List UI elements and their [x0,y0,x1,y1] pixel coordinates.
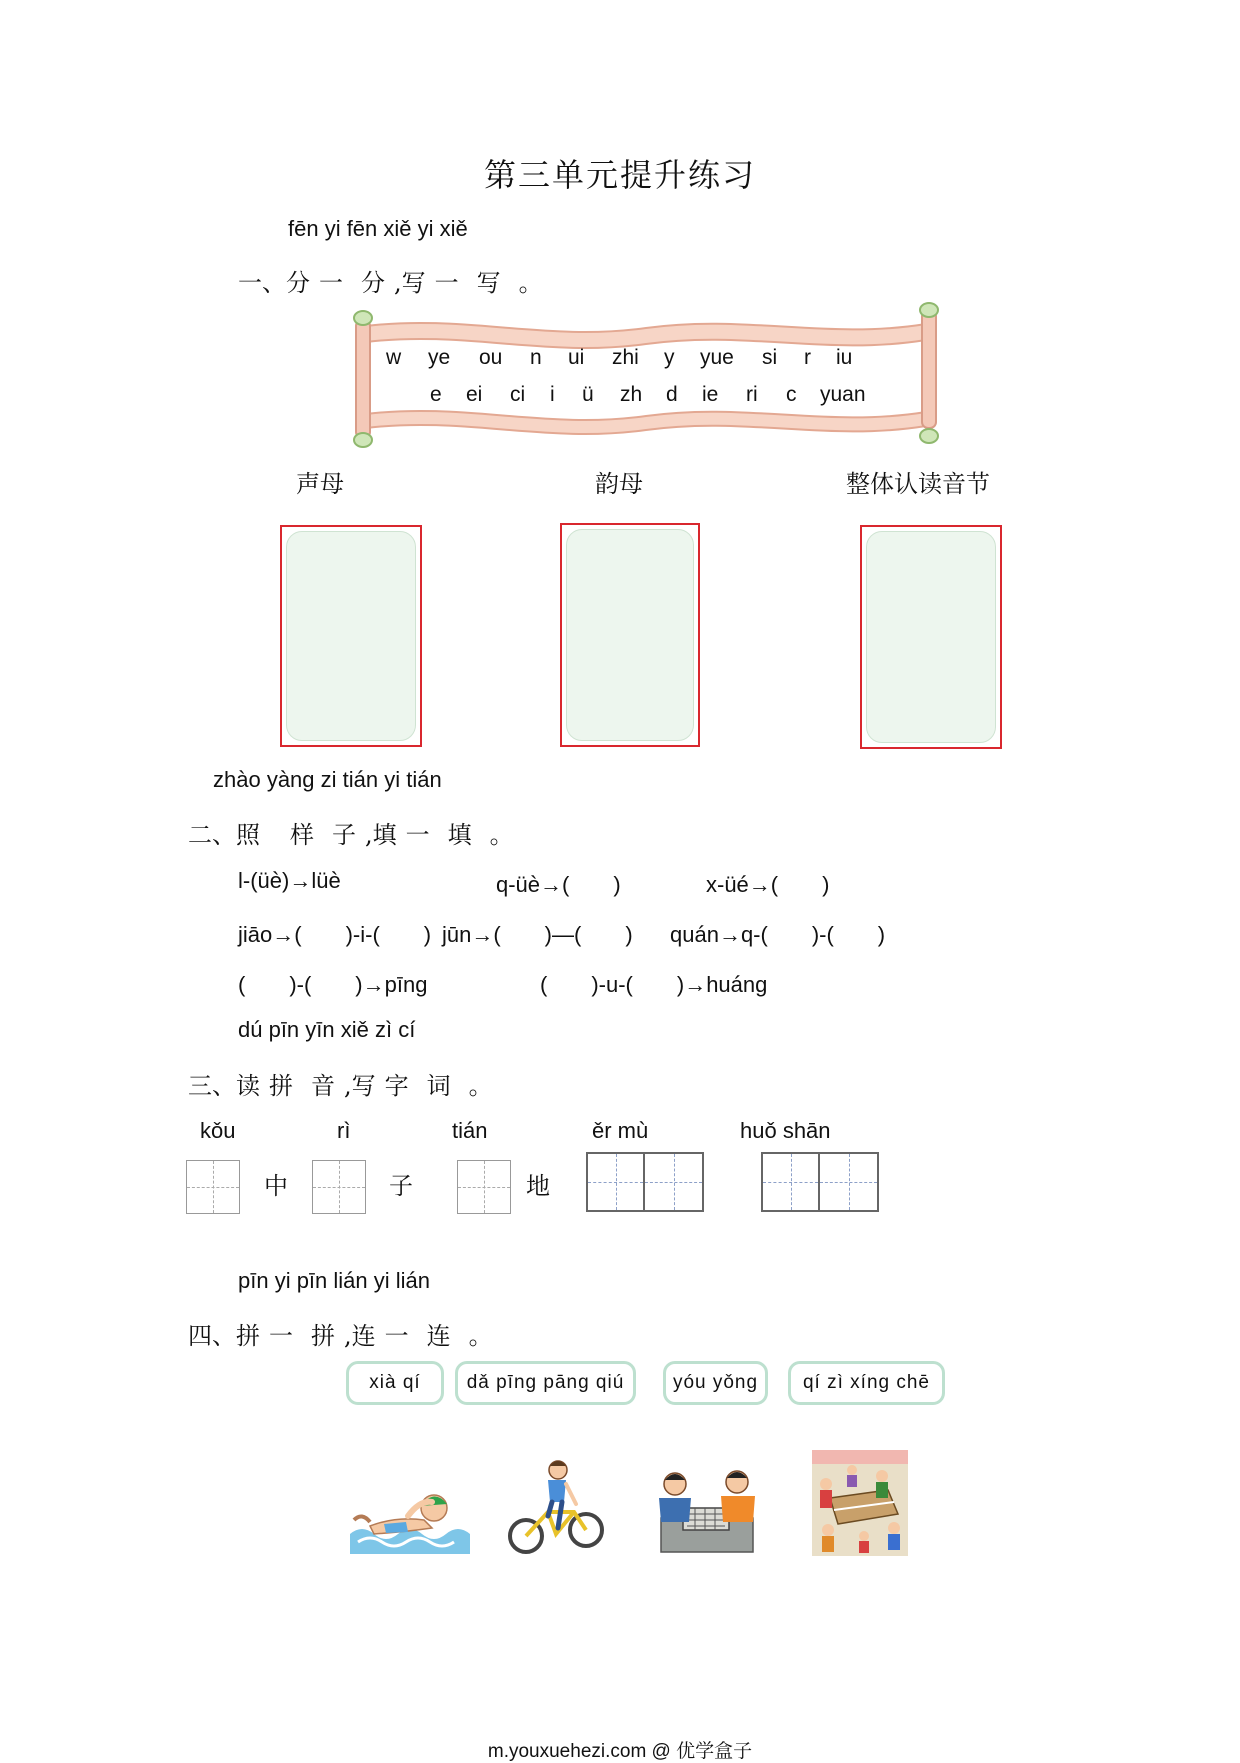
syllable: d [666,383,678,406]
section4-heading: 四、拼 一 拼 ,连 一 连 。 [188,1322,493,1350]
section4-pinyin: pīn yi pīn lián yi lián [238,1268,430,1293]
fill-item-5[interactable]: quán→q-( )-( ) [670,922,886,947]
footer-watermark: m.youxuehezi.com @ 优学盒子 [487,1741,753,1762]
category-label-yunmu: 韵母 [595,470,643,498]
example-item: l-(üè)→lüè [238,868,341,893]
word-pinyin-tian: tián [452,1118,488,1143]
section2-pinyin: zhào yàng zi tián yi tián [213,767,442,792]
word-pinyin-ermu: ěr mù [592,1118,649,1143]
given-char-zi: 子 [389,1172,413,1200]
section1-heading: 一、分 一 分 ,写 一 写 。 [238,269,543,297]
pill-dapingpangqiu[interactable]: dǎ pīng pāng qiú [455,1361,636,1405]
syllable: yue [700,346,734,369]
syllable: e [430,383,442,406]
syllable: yuan [820,383,866,406]
syllable: y [664,346,675,369]
syllable: zhi [612,346,639,369]
fill-item-1[interactable]: q-üè→( ) [496,872,621,897]
syllable: n [530,346,542,369]
category-label-shengmu: 声母 [296,470,344,498]
syllable: w [386,346,402,369]
syllable: ri [746,383,758,406]
fill-item-6[interactable]: ( )-( )→pīng [238,972,428,997]
section2-heading: 二、照 样 子 ,填 一 填 。 [188,821,514,849]
fill-item-2[interactable]: x-üé→( ) [706,872,830,897]
pill-xiaqi[interactable]: xià qí [346,1361,444,1405]
writing-grid-huoshan[interactable] [761,1152,879,1212]
answer-box-zhengti[interactable] [860,525,1002,749]
pill-youyong[interactable]: yóu yǒng [663,1361,768,1405]
writing-grid-ri[interactable] [312,1160,366,1214]
section3-pinyin: dú pīn yīn xiě zì cí [238,1017,416,1042]
scroll-banner [346,302,946,450]
syllable: ci [510,383,526,406]
fill-item-4[interactable]: jūn→( )—( ) [442,922,633,947]
writing-grid-ermu[interactable] [586,1152,704,1212]
scroll-row-1 [0,346,1240,374]
syllable: ou [479,346,503,369]
word-pinyin-huoshan: huǒ shān [740,1118,831,1143]
writing-grid-tian[interactable] [457,1160,511,1214]
scroll-row-2 [0,383,1240,411]
pill-qizixingche[interactable]: qí zì xíng chē [788,1361,945,1405]
section3-heading: 三、读 拼 音 ,写 字 词 。 [188,1072,493,1100]
answer-box-yunmu[interactable] [560,523,700,747]
fill-item-7[interactable]: ( )-u-( )→huáng [540,972,768,997]
section1-pinyin: fēn yi fēn xiě yi xiě [288,216,468,241]
writing-grid-kou[interactable] [186,1160,240,1214]
swimming-illustration[interactable] [348,1462,472,1558]
cycling-illustration[interactable] [508,1456,606,1558]
syllable: ie [702,383,719,406]
syllable: zh [620,383,643,406]
chess-illustration[interactable] [647,1462,765,1556]
syllable: c [786,383,797,406]
page-title: 第三单元提升练习 [483,156,756,194]
syllable: ui [568,346,585,369]
given-char-zhong: 中 [264,1172,288,1200]
word-pinyin-kou: kǒu [200,1118,236,1143]
given-char-di: 地 [526,1172,550,1200]
answer-box-shengmu[interactable] [280,525,422,747]
word-pinyin-ri: rì [337,1118,351,1143]
syllable: iu [836,346,853,369]
ping-pong-illustration[interactable] [812,1450,908,1556]
syllable: ü [582,383,594,406]
fill-item-3[interactable]: jiāo→( )-i-( ) [238,922,432,947]
syllable: i [550,383,555,406]
syllable: ye [428,346,451,369]
syllable: ei [466,383,483,406]
syllable: r [804,346,811,369]
category-label-zhengti: 整体认读音节 [846,470,990,498]
syllable: si [762,346,778,369]
